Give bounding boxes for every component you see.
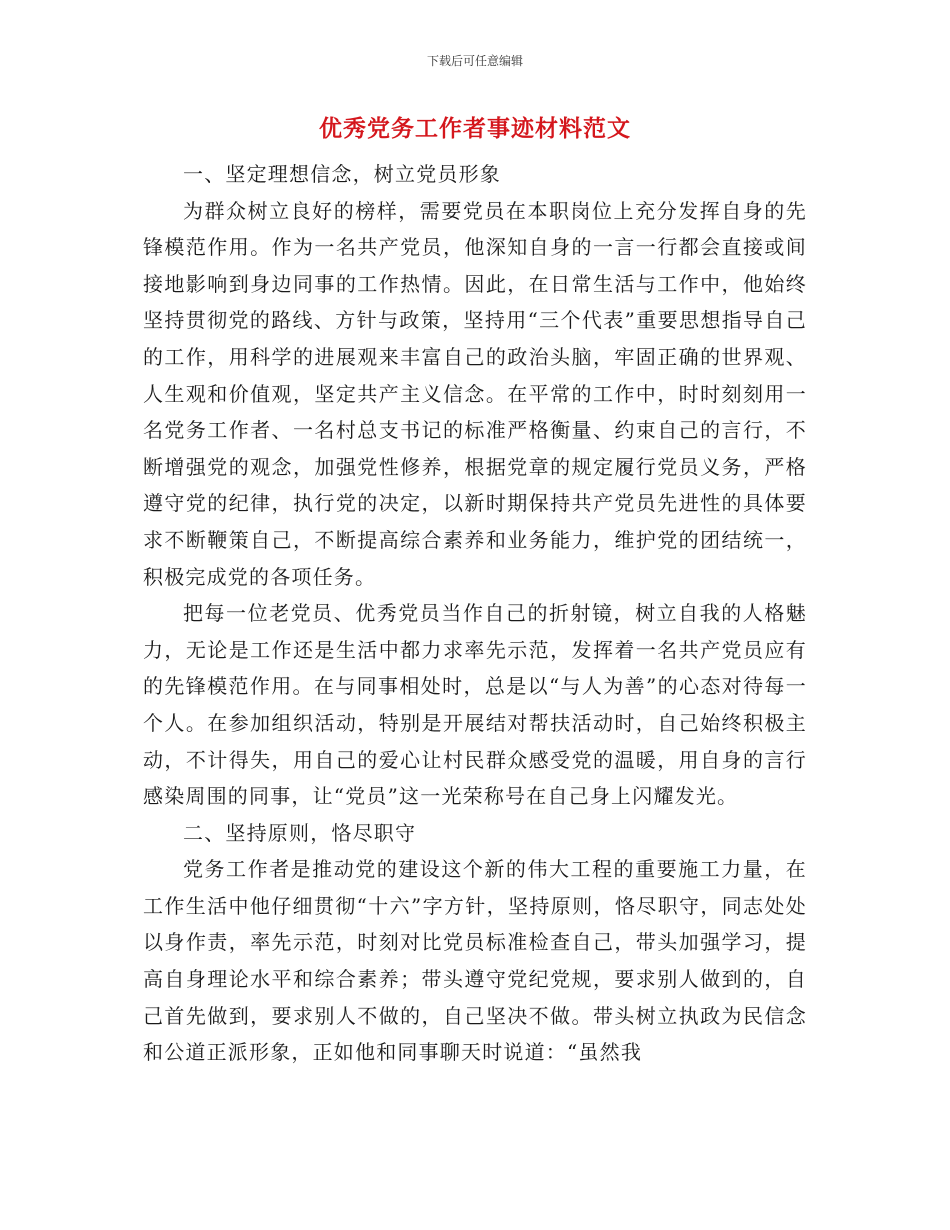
paragraph-2: 把每一位老党员、优秀党员当作自己的折射镜，树立自我的人格魅力，无论是工作还是生活中都力求率先示范，发挥着一名共产党员应有的先锋模范作用。在与同事相处时，总是以“与人为善”的心态对待每一个人。在参加组织活动，特别是开展结对帮扶活动时，自己始终积极主动，不计得失，用自己的爱心让村民群众感受党的温暖，用自身的言行感染周围的同事，让“党员”这一光荣称号在自己身上闪耀发光。 bbox=[143, 601, 807, 809]
section-heading-1: 一、坚定理想信念，树立党员形象 bbox=[183, 162, 501, 186]
header-note: 下载后可任意编辑 bbox=[426, 54, 523, 68]
paragraph-1: 为群众树立良好的榜样，需要党员在本职岗位上充分发挥自身的先锋模范作用。作为一名共产党员，他深知自身的一言一行都会直接或间接地影响到身边同事的工作热情。因此，在日常生活与工作中，他始终坚持贯彻党的路线、方针与政策，坚持用“三个代表”重要思想指导自己的工作，用科学的进展观来丰富自己的政治头脑，牢固正确的世界观、人生观和价值观，坚定共产主义信念。在平常的工作中，时时刻刻用一名党务工作者、一名村总支书记的标准严格衡量、约束自己的言行，不断增强党的观念，加强党性修养，根据党章的规定履行党员义务，严格遵守党的纪律，执行党的决定，以新时期保持共产党员先进性的具体要求不断鞭策自己，不断提高综合素养和业务能力，维护党的团结统一，积极完成党的各项任务。 bbox=[143, 198, 807, 589]
document-title: 优秀党务工作者事迹材料范文 bbox=[319, 116, 631, 142]
section-heading-2: 二、坚持原则，恪尽职守 bbox=[183, 820, 417, 845]
document-body bbox=[143, 156, 807, 1071]
paragraph-3: 党务工作者是推动党的建设这个新的伟大工程的重要施工力量，在工作生活中他仔细贯彻“十六”字方针，坚持原则，恪尽职守，同志处处以身作责，率先示范，时刻对比党员标准检查自己，带头加强学习，提高自身理论水平和综合素养；带头遵守党纪党规，要求别人做到的，自己首先做到，要求别人不做的，自己坚决不做。带头树立执政为民信念和公道正派形象，正如他和同事聊天时说道：“虽然我 bbox=[143, 857, 807, 1065]
